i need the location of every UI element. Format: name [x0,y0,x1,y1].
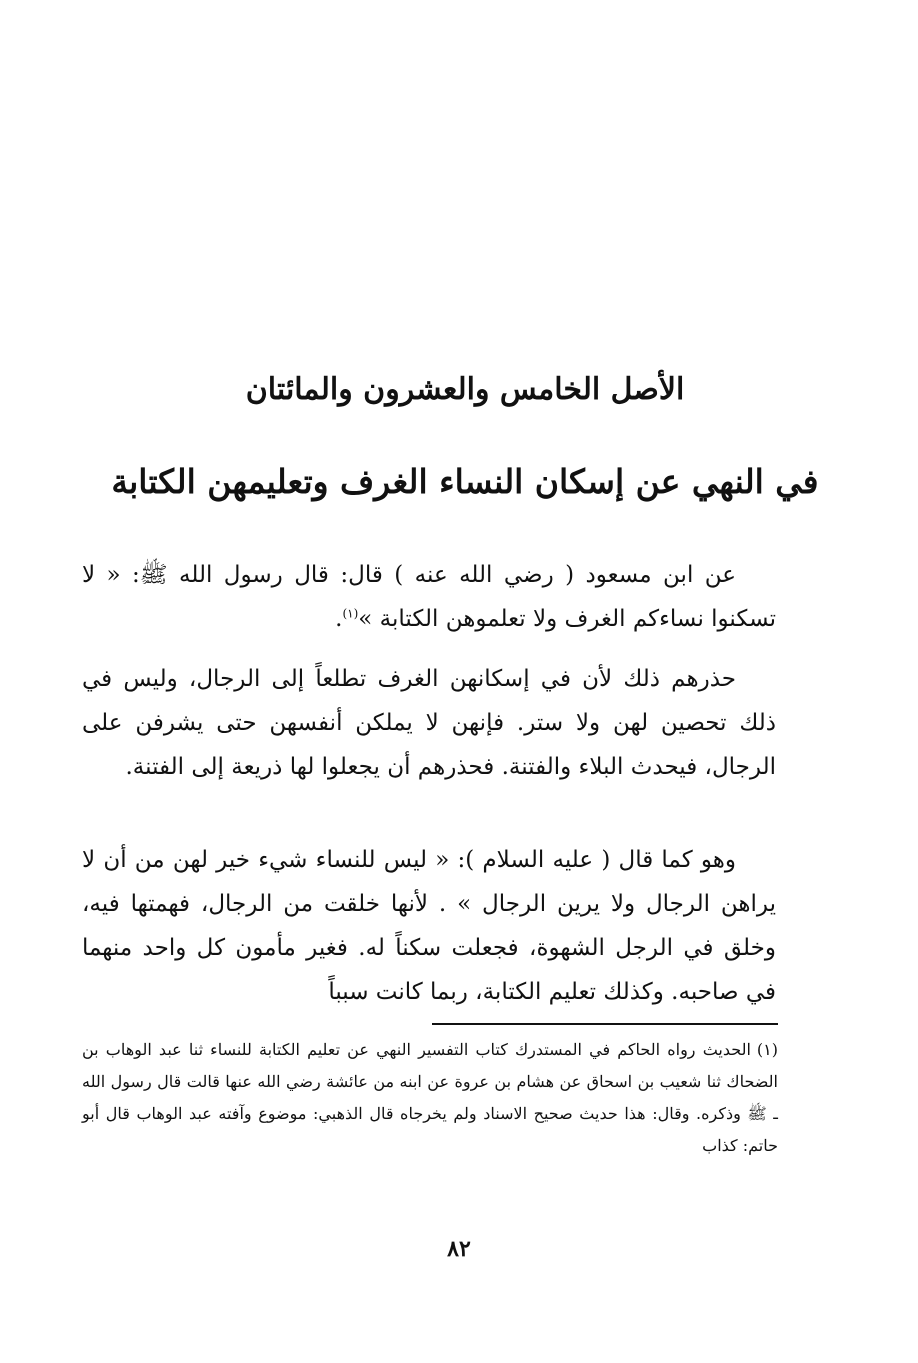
paragraph-hadith [82,553,776,641]
paragraph-explanation: حذرهم ذلك لأن في إسكانهن الغرف تطلعاً إلى الرجال، وليس في ذلك تحصين لهن ولا ستر. فإنهن لا يملكن أنفسهن حتى يشرفن على الرجال، فيحدث البلاء والفتنة. فحذرهم أن يجعلوا لها ذريعة إلى الفتنة. [82,666,776,780]
paragraph-hadith-text: عن ابن مسعود ( رضي الله عنه ) قال: قال رسول الله ﷺ: « لا تسكنوا نساءكم الغرف ولا تعلموهن الكتابة » [82,562,776,632]
paragraph-continuation: وهو كما قال ( عليه السلام ): « ليس للنساء شيء خير لهن من أن لا يراهن الرجال ولا يرين الرجال » . لأنها خلقت من الرجال، فهمتها فيه، وخلق في الرجل الشهوة، فجعلت سكناً له. فغير مأمون كل واحد منهما في صاحبه. وكذلك تعليم الكتابة، ربما كانت سبباً [82,847,776,1005]
footnote-reference: (١) [342,606,359,621]
chapter-title: الأصل الخامس والعشرون والمائتان [245,372,685,407]
paragraph-hadith-end: . [335,606,343,632]
page-number: ٨٢ [447,1236,471,1262]
footnote-divider [432,1023,778,1025]
footnote [82,1034,778,1162]
footnote-marker: (١) [756,1040,778,1059]
chapter-subtitle: في النهي عن إسكان النساء الغرف وتعليمهن الكتابة [111,462,819,501]
footnote-text: الحديث رواه الحاكم في المستدرك كتاب التفسير النهي عن تعليم الكتابة للنساء ثنا عبد الوهاب بن الضحاك ثنا شعيب بن اسحاق عن هشام بن عروة عن ابنه من عائشة رضي الله عنها قالت قال رسول الله ـ ﷺ وذكره. وقال: هذا حديث صحيح الاسناد ولم يخرجاه قال الذهبي: موضوع وآفته عبد الوهاب قال أبو حاتم: كذاب [82,1040,778,1155]
